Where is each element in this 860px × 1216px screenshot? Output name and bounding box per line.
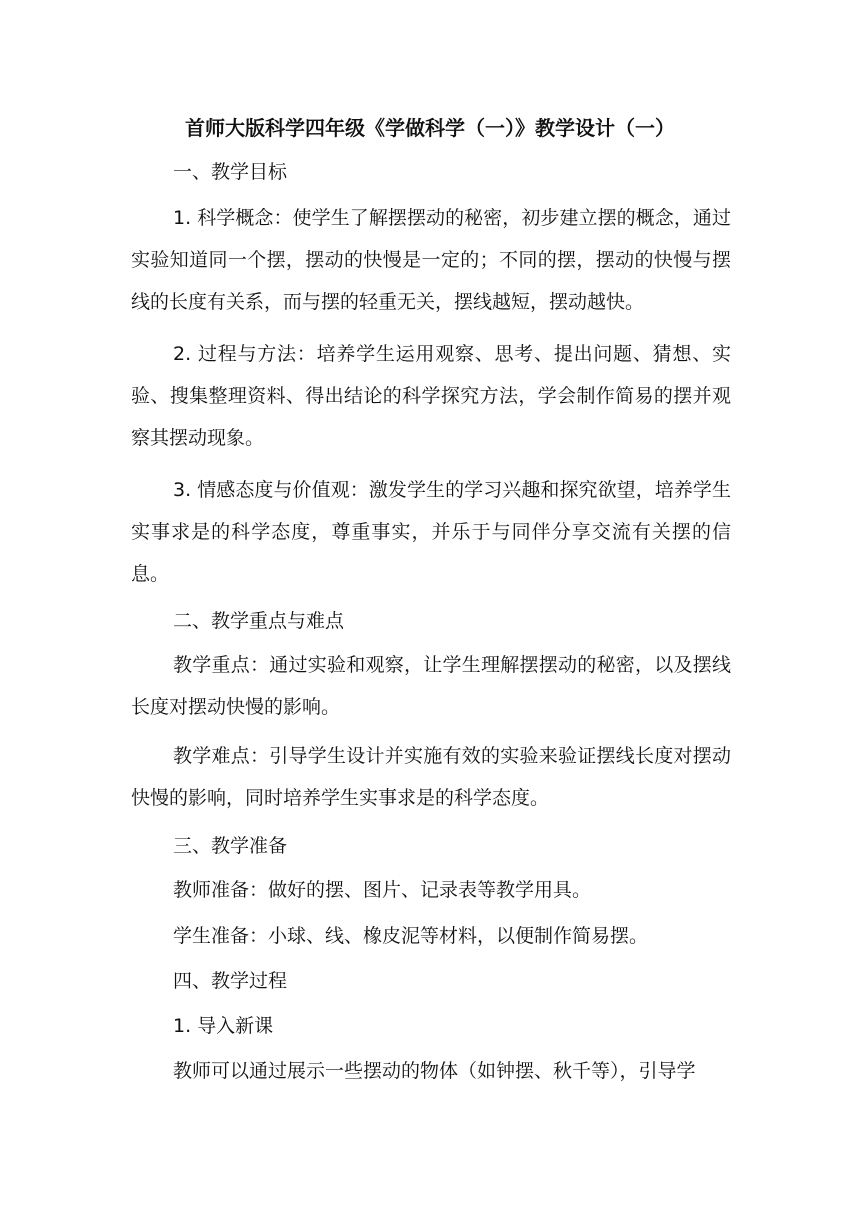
document-title: 首师大版科学四年级《学做科学（一）》教学设计（一）: [185, 116, 675, 140]
section-heading-objectives: 一、教学目标: [173, 161, 288, 183]
paragraph-science-concept: 1. 科学概念：使学生了解摆摆动的秘密，初步建立摆的概念，通过实验知道同一个摆，摆动的快慢是一定的；不同的摆，摆动的快慢与摆线的长度有关系，而与摆的轻重无关，摆线越短，摆动越快。: [131, 207, 731, 313]
paragraph-student-preparation: 学生准备：小球、线、橡皮泥等材料，以便制作简易摆。: [173, 925, 649, 947]
section-heading-preparation: 三、教学准备: [173, 835, 288, 857]
paragraph-key-point: 教学重点：通过实验和观察，让学生理解摆摆动的秘密，以及摆线长度对摆动快慢的影响。: [131, 654, 731, 718]
subheading-introduction: 1. 导入新课: [173, 1015, 274, 1037]
paragraph-introduction: 教师可以通过展示一些摆动的物体（如钟摆、秋千等），引导学: [173, 1060, 696, 1082]
paragraph-teacher-preparation: 教师准备：做好的摆、图片、记录表等教学用具。: [173, 879, 592, 901]
paragraph-process-method: 2. 过程与方法：培养学生运用观察、思考、提出问题、猜想、实验、搜集整理资料、得出结论的科学探究方法，学会制作简易的摆并观察其摆动现象。: [131, 343, 731, 449]
paragraph-difficult-point: 教学难点：引导学生设计并实施有效的实验来验证摆线长度对摆动快慢的影响，同时培养学生实事求是的科学态度。: [131, 745, 731, 809]
paragraph-attitude-values: 3. 情感态度与价值观：激发学生的学习兴趣和探究欲望，培养学生实事求是的科学态度，尊重事实，并乐于与同伴分享交流有关摆的信息。: [131, 479, 731, 585]
section-heading-key-points: 二、教学重点与难点: [173, 610, 345, 632]
section-heading-process: 四、教学过程: [173, 970, 288, 992]
